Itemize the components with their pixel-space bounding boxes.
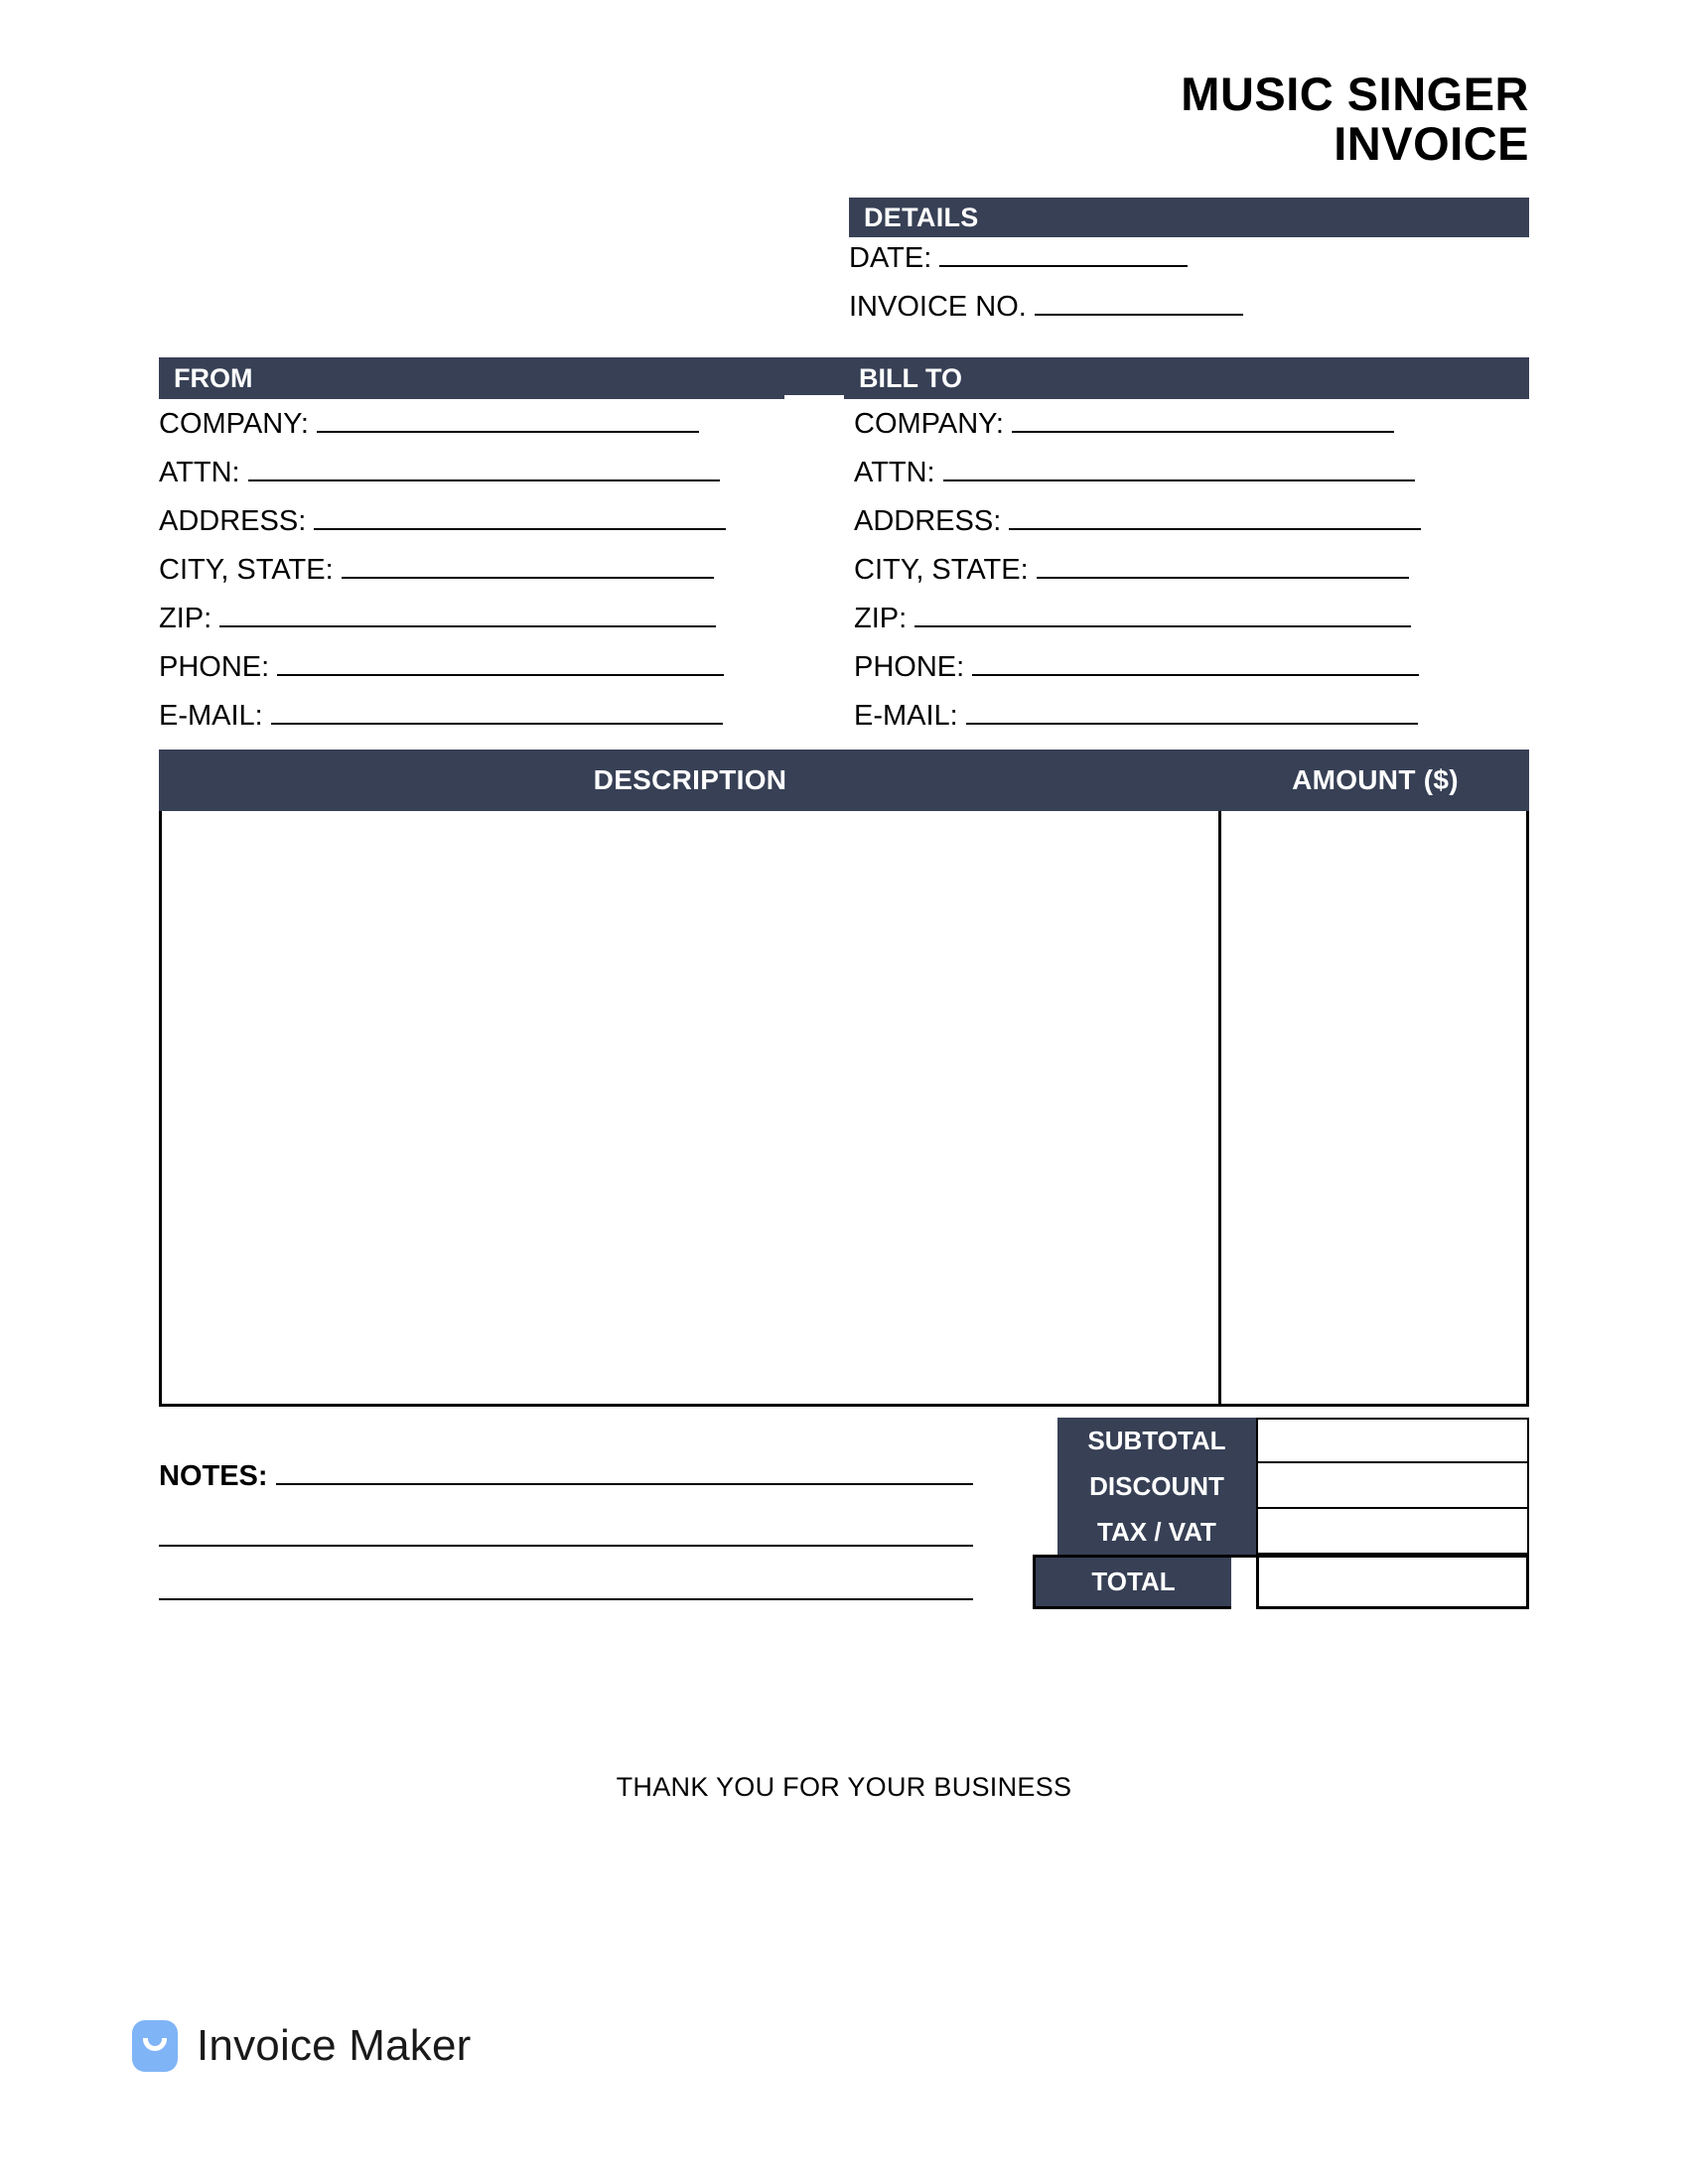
billto-field-email <box>854 701 1529 731</box>
line-items-description-area[interactable] <box>162 811 1221 1404</box>
smile-logo-icon <box>132 2020 178 2072</box>
line-items-table <box>159 750 1529 1407</box>
from-field-city-state-input[interactable] <box>342 555 714 579</box>
billto-field-company <box>854 409 1529 439</box>
billto-field-phone <box>854 652 1529 682</box>
line-items-amount-area[interactable] <box>1221 811 1526 1404</box>
totals-row-total <box>1033 1555 1529 1609</box>
from-field-company-label: COMPANY: <box>159 408 309 440</box>
notes-first-line <box>159 1459 973 1493</box>
field-date-label: DATE: <box>849 242 932 274</box>
billto-heading-label: BILL TO <box>859 362 963 393</box>
billto-field-zip-label: ZIP: <box>854 603 908 634</box>
billto-field-phone-input[interactable] <box>972 652 1419 676</box>
from-field-company <box>159 409 844 439</box>
from-field-attn-label: ATTN: <box>159 457 240 488</box>
from-field-city-state-label: CITY, STATE: <box>159 554 334 586</box>
from-field-city-state <box>159 555 844 585</box>
notes-input-line-1[interactable] <box>276 1459 973 1485</box>
field-date <box>849 243 1529 273</box>
totals-row-tax-vat <box>1033 1509 1529 1555</box>
billto-field-address <box>854 506 1529 536</box>
from-field-address <box>159 506 844 536</box>
from-billto-fields <box>159 409 1529 750</box>
billto-field-city-state-input[interactable] <box>1037 555 1409 579</box>
billto-field-company-label: COMPANY: <box>854 408 1004 440</box>
details-heading-label: DETAILS <box>864 202 979 232</box>
totals-value-subtotal[interactable] <box>1256 1418 1529 1463</box>
totals-label-tax-vat: TAX / VAT <box>1057 1509 1256 1555</box>
billto-field-address-label: ADDRESS: <box>854 505 1002 537</box>
billto-field-city-state <box>854 555 1529 585</box>
totals-row-discount <box>1033 1463 1529 1509</box>
totals-value-discount[interactable] <box>1256 1463 1529 1509</box>
billto-field-zip-input[interactable] <box>914 604 1411 627</box>
from-field-attn <box>159 458 844 487</box>
from-heading-label: FROM <box>174 362 253 393</box>
from-field-phone <box>159 652 844 682</box>
totals-label-total: TOTAL <box>1033 1558 1231 1609</box>
field-invoice-no-input[interactable] <box>1035 292 1243 316</box>
billto-heading <box>844 357 1529 399</box>
page-title <box>159 69 1529 169</box>
header-bar-notch <box>784 395 844 400</box>
totals-row-subtotal <box>1033 1418 1529 1463</box>
from-field-company-input[interactable] <box>317 409 699 433</box>
billto-field-phone-label: PHONE: <box>854 651 965 683</box>
totals-value-tax-vat[interactable] <box>1256 1509 1529 1555</box>
from-heading <box>159 357 844 399</box>
totals-label-subtotal: SUBTOTAL <box>1057 1418 1256 1463</box>
from-billto-section-header <box>159 357 1529 399</box>
totals-label-discount: DISCOUNT <box>1057 1463 1256 1509</box>
from-field-zip <box>159 604 844 633</box>
smile-arc <box>143 2038 167 2051</box>
billto-field-company-input[interactable] <box>1012 409 1394 433</box>
notes-input-line-3[interactable] <box>159 1547 973 1600</box>
field-date-input[interactable] <box>939 243 1188 267</box>
billto-field-attn-input[interactable] <box>943 458 1415 481</box>
billto-field-email-label: E-MAIL: <box>854 700 958 732</box>
billto-field-attn-label: ATTN: <box>854 457 935 488</box>
from-field-zip-label: ZIP: <box>159 603 212 634</box>
thank-you-message: THANK YOU FOR YOUR BUSINESS <box>616 1772 1072 1802</box>
field-invoice-no <box>849 292 1529 322</box>
field-invoice-no-label: INVOICE NO. <box>849 291 1027 323</box>
title-line-2: INVOICE <box>1334 116 1529 170</box>
notes-label: NOTES: <box>159 1460 268 1492</box>
notes-input-line-2[interactable] <box>159 1493 973 1547</box>
from-field-attn-input[interactable] <box>248 458 720 481</box>
column-header-description: DESCRIPTION <box>593 764 787 795</box>
from-field-email-label: E-MAIL: <box>159 700 263 732</box>
from-field-address-input[interactable] <box>314 506 726 530</box>
billto-field-attn <box>854 458 1529 487</box>
brand-footer <box>132 2020 471 2072</box>
totals-value-total[interactable] <box>1256 1558 1529 1609</box>
line-items-header-row <box>159 750 1529 811</box>
totals-table <box>1033 1418 1529 1609</box>
details-section-header <box>849 198 1529 237</box>
from-field-zip-input[interactable] <box>219 604 716 627</box>
billto-field-zip <box>854 604 1529 633</box>
column-header-amount: AMOUNT ($) <box>1292 764 1459 795</box>
from-field-phone-label: PHONE: <box>159 651 270 683</box>
from-field-address-label: ADDRESS: <box>159 505 307 537</box>
billto-field-email-input[interactable] <box>966 701 1418 725</box>
billto-field-address-input[interactable] <box>1009 506 1421 530</box>
billto-field-city-state-label: CITY, STATE: <box>854 554 1029 586</box>
line-items-body <box>159 811 1529 1407</box>
title-line-1: MUSIC SINGER <box>1181 68 1529 120</box>
from-column <box>159 409 844 750</box>
billto-column <box>844 409 1529 750</box>
from-field-email-input[interactable] <box>271 701 723 725</box>
brand-name-label: Invoice Maker <box>197 2021 472 2070</box>
from-field-email <box>159 701 844 731</box>
details-fields <box>849 243 1529 341</box>
notes-section <box>159 1459 973 1600</box>
from-field-phone-input[interactable] <box>277 652 724 676</box>
